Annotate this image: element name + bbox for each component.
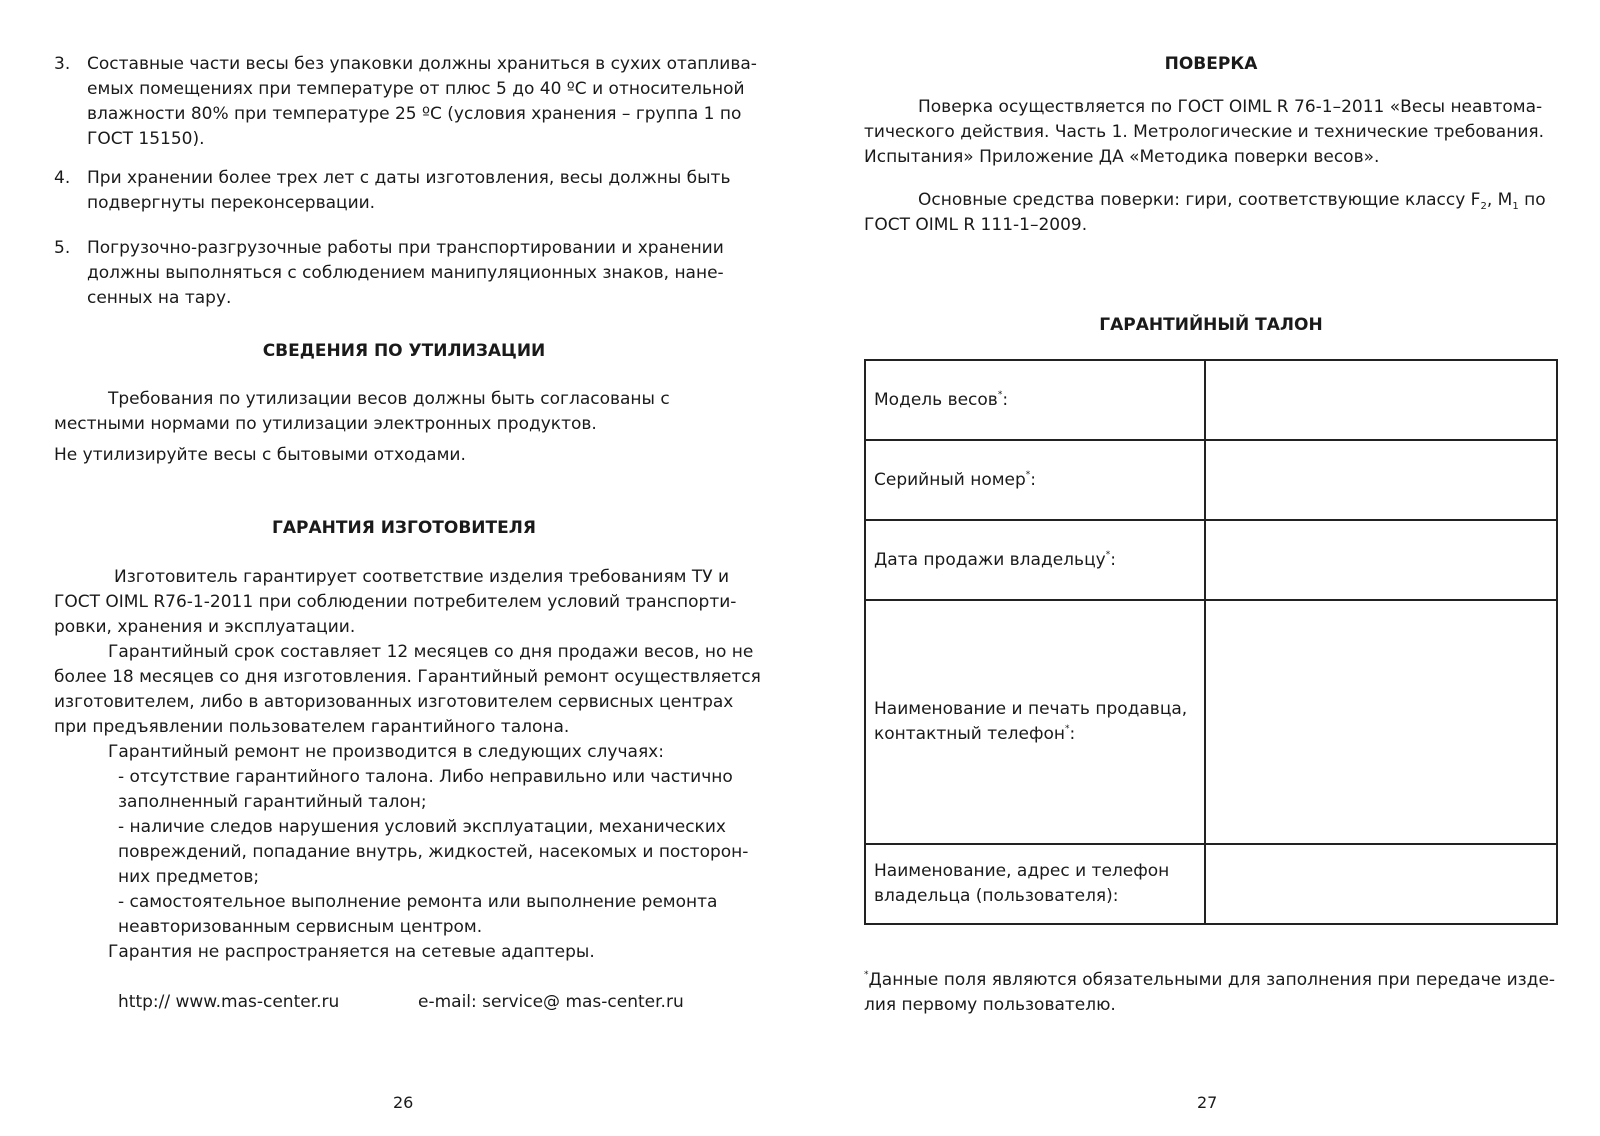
coupon-value-field[interactable] (1205, 440, 1557, 520)
list-text-line: емых помещениях при температуре от плюс 5 до 40 ºС и относительной (87, 79, 745, 99)
class-subscript: 1 (1512, 201, 1519, 212)
coupon-value-field[interactable] (1205, 844, 1557, 924)
warranty-text-line: Гарантийный ремонт не производится в следующих случаях: (108, 742, 664, 762)
warranty-text-line: Гарантия не распространяется на сетевые адаптеры. (108, 942, 595, 962)
verification-text-line: Испытания» Приложение ДА «Методика поверки весов». (864, 147, 1380, 167)
warranty-text-line: более 18 месяцев со дня изготовления. Гарантийный ремонт осуществляется (54, 667, 761, 687)
coupon-label: Дата продажи владельцу*: (865, 520, 1205, 600)
disposal-text-line: местными нормами по утилизации электронных продуктов. (54, 414, 597, 434)
warranty-heading: ГАРАНТИЯ ИЗГОТОВИТЕЛЯ (272, 518, 536, 538)
coupon-row-model (865, 360, 1557, 440)
class-subscript: 2 (1480, 201, 1487, 212)
warranty-text-line: ГОСТ OIML R76-1-2011 при соблюдении потребителем условий транспорти- (54, 592, 737, 612)
coupon-label: Серийный номер*: (865, 440, 1205, 520)
list-text-line: При хранении более трех лет с даты изготовления, весы должны быть (87, 168, 731, 188)
email-link[interactable]: e-mail: service@ mas-center.ru (418, 992, 684, 1012)
list-number: 5. (54, 238, 71, 258)
required-star: * (1025, 469, 1031, 480)
list-number: 4. (54, 168, 71, 188)
warranty-text-line: Гарантийный срок составляет 12 месяцев со дня продажи весов, но не (108, 642, 754, 662)
warranty-coupon-table (864, 359, 1558, 925)
coupon-row-serial (865, 440, 1557, 520)
disposal-text-line: Не утилизируйте весы с бытовыми отходами. (54, 445, 466, 465)
coupon-heading: ГАРАНТИЙНЫЙ ТАЛОН (1099, 315, 1323, 335)
footnote-line: лия первому пользователю. (864, 995, 1116, 1015)
list-text-line: Погрузочно-разгрузочные работы при транспортировании и хранении (87, 238, 724, 258)
list-text-line: сенных на тару. (87, 288, 232, 308)
verification-means-line: Основные средства поверки: гири, соответствующие классу $F_2$, $M_1$ по (918, 190, 1546, 212)
list-text-line: Составные части весы без упаковки должны храниться в сухих отаплива- (87, 54, 757, 74)
coupon-value-field[interactable] (1205, 520, 1557, 600)
required-star: * (1065, 724, 1070, 734)
coupon-label: Наименование и печать продавца, контактный телефон*: (865, 600, 1205, 844)
required-star: * (1105, 549, 1111, 560)
list-text-line: ГОСТ 15150). (87, 129, 205, 149)
list-number: 3. (54, 54, 71, 74)
warranty-text-line: ровки, хранения и эксплуатации. (54, 617, 356, 637)
page-number-left: 26 (393, 1093, 414, 1112)
coupon-row-sale-date (865, 520, 1557, 600)
coupon-value-field[interactable] (1205, 600, 1557, 844)
disposal-text-line: Требования по утилизации весов должны быть согласованы с (108, 389, 670, 409)
verification-heading: ПОВЕРКА (1164, 54, 1258, 74)
warranty-exclusion-line: - наличие следов нарушения условий эксплуатации, механических (118, 817, 726, 837)
verification-text-line: тического действия. Часть 1. Метрологические и технические требования. (864, 122, 1545, 142)
coupon-label: Наименование, адрес и телефон владельца (пользователя): (865, 844, 1205, 924)
website-link[interactable]: http:// www.mas-center.ru (118, 992, 340, 1012)
warranty-exclusion-line: повреждений, попадание внутрь, жидкостей, насекомых и посторон- (118, 842, 749, 862)
list-text-line: влажности 80% при температуре 25 ºС (условия хранения – группа 1 по (87, 104, 742, 124)
warranty-exclusion-line: них предметов; (118, 867, 260, 887)
list-text-line: подвергнуты переконсервации. (87, 193, 376, 213)
warranty-text-line: изготовителем, либо в авторизованных изготовителем сервисных центрах (54, 692, 734, 712)
warranty-text-line: при предъявлении пользователем гарантийного талона. (54, 717, 570, 737)
coupon-row-seller (865, 600, 1557, 844)
verification-text-line: Поверка осуществляется по ГОСТ OIML R 76-1–2011 «Весы неавтома- (918, 97, 1543, 117)
warranty-exclusion-line: неавторизованным сервисным центром. (118, 917, 483, 937)
verification-means-line: ГОСТ OIML R 111-1–2009. (864, 215, 1088, 235)
coupon-value-field[interactable] (1205, 360, 1557, 440)
required-star: * (997, 389, 1003, 400)
disposal-heading: СВЕДЕНИЯ ПО УТИЛИЗАЦИИ (262, 341, 546, 361)
page-number-right: 27 (1197, 1093, 1218, 1112)
warranty-exclusion-line: заполненный гарантийный талон; (118, 792, 427, 812)
footnote-line: *Данные поля являются обязательными для заполнения при передаче изде- (864, 970, 1556, 990)
coupon-label: Модель весов*: (865, 360, 1205, 440)
list-text-line: должны выполняться с соблюдением манипуляционных знаков, нане- (87, 263, 724, 283)
warranty-text-line: Изготовитель гарантирует соответствие изделия требованиям ТУ и (114, 567, 730, 587)
footnote-star: * (864, 970, 869, 980)
warranty-exclusion-line: - самостоятельное выполнение ремонта или выполнение ремонта (118, 892, 718, 912)
coupon-row-owner (865, 844, 1557, 924)
warranty-exclusion-line: - отсутствие гарантийного талона. Либо неправильно или частично (118, 767, 733, 787)
